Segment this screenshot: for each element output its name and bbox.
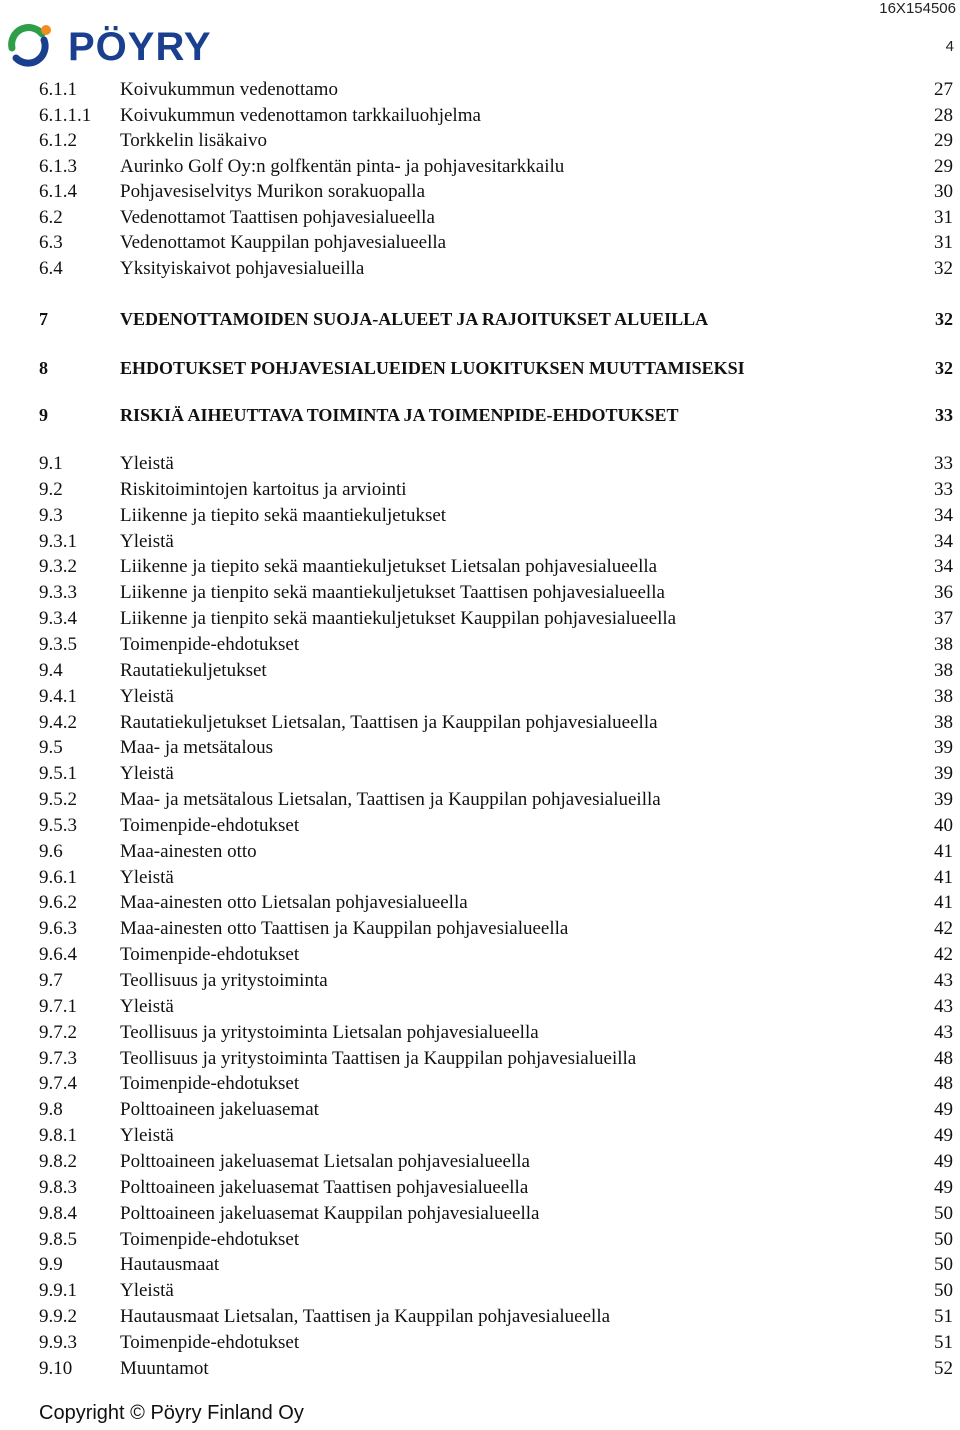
toc-entry-number: 9.9.2 (39, 1306, 77, 1328)
toc-entry-page: 50 (934, 1202, 953, 1224)
toc-entry-page: 49 (934, 1099, 953, 1121)
toc-entry[interactable] (0, 1149, 960, 1175)
toc-entry-page: 43 (934, 995, 953, 1017)
toc-entry-title: Toimenpide-ehdotukset (120, 633, 300, 655)
logo-wordmark: PÖYRY (68, 25, 212, 68)
toc-entry[interactable] (0, 402, 960, 428)
toc-entry[interactable] (0, 1330, 960, 1356)
toc-entry-page: 52 (934, 1357, 953, 1379)
toc-entry-number: 9.5.1 (39, 763, 77, 785)
toc-entry[interactable] (0, 103, 960, 129)
toc-entry-page: 37 (934, 608, 953, 630)
toc-entry-page: 39 (934, 763, 953, 785)
toc-entry-title: Liikenne ja tienpito sekä maantiekuljetukset Kauppilan pohjavesialueella (120, 608, 677, 630)
toc-entry-title: Koivukummun vedenottamon tarkkailuohjelma (120, 104, 481, 126)
toc-entry-page: 42 (934, 918, 953, 940)
toc-entry[interactable] (0, 205, 960, 231)
toc-entry-title: Toimenpide-ehdotukset (120, 1228, 300, 1250)
toc-entry-page: 29 (934, 155, 953, 177)
toc-entry-title: Toimenpide-ehdotukset (120, 814, 300, 836)
toc-entry-number: 9.5.3 (39, 814, 77, 836)
toc-entry[interactable] (0, 1252, 960, 1278)
document-id: 16X154506 (879, 0, 956, 17)
toc-entry-title: Liikenne ja tiepito sekä maantiekuljetukset Lietsalan pohjavesialueella (120, 556, 658, 578)
toc-entry[interactable] (0, 1356, 960, 1382)
toc-entry-title: Pohjavesiselvitys Murikon sorakuopalla (120, 181, 426, 202)
toc-entry[interactable] (0, 1071, 960, 1097)
toc-entry[interactable] (0, 451, 960, 477)
copyright-footer: Copyright © Pöyry Finland Oy (39, 1402, 304, 1424)
toc-entry-page: 42 (934, 944, 953, 966)
toc-entry[interactable] (0, 1020, 960, 1046)
toc-entry-number: 9.6.1 (39, 866, 77, 888)
toc-entry-number: 9.7.4 (39, 1073, 77, 1095)
toc-entry-title: Yleistä (120, 453, 174, 474)
toc-entry-number: 9.10 (39, 1357, 73, 1379)
toc-entry-title: Vedenottamot Taattisen pohjavesialueella (120, 206, 435, 228)
toc-entry-page: 49 (934, 1176, 953, 1198)
toc-entry-number: 9.5.2 (39, 789, 77, 811)
toc-entry-title: Maa-ainesten otto Lietsalan pohjavesialueella (120, 892, 468, 914)
toc-entry[interactable] (0, 994, 960, 1020)
toc-entry-number: 6.2 (39, 206, 63, 228)
toc-entry-number: 9.3.2 (39, 556, 77, 578)
toc-entry-number: 9.8.2 (39, 1150, 77, 1172)
toc-entry-number: 9.4 (39, 659, 63, 681)
toc-entry-page: 40 (934, 814, 953, 836)
toc-entry-page: 33 (935, 405, 953, 425)
toc-entry-page: 28 (934, 104, 953, 126)
toc-entry[interactable] (0, 735, 960, 761)
toc-entry-page: 51 (934, 1331, 953, 1353)
toc-entry[interactable] (0, 839, 960, 865)
toc-entry[interactable] (0, 916, 960, 942)
toc-entry-title: Aurinko Golf Oy:n golfkentän pinta- ja pohjavesitarkkailu (120, 155, 565, 177)
toc-entry-page: 29 (934, 130, 953, 151)
toc-entry-title: Polttoaineen jakeluasemat Kauppilan pohjavesialueella (120, 1202, 540, 1224)
toc-entry-number: 9.9 (39, 1254, 63, 1276)
toc-entry-page: 32 (935, 358, 953, 378)
toc-entry-page: 48 (934, 1073, 953, 1095)
toc-entry[interactable] (0, 1175, 960, 1201)
toc-entry-page: 39 (934, 737, 953, 759)
toc-entry[interactable] (0, 1278, 960, 1304)
toc-entry-title: Polttoaineen jakeluasemat Lietsalan pohjavesialueella (120, 1150, 530, 1172)
toc-entry[interactable] (0, 503, 960, 529)
toc-entry-page: 27 (934, 79, 953, 100)
toc-entry-page: 34 (934, 504, 953, 526)
toc-entry-number: 9.3.4 (39, 608, 77, 630)
toc-entry-number: 8 (39, 358, 48, 378)
toc-entry-number: 9.3.1 (39, 530, 77, 552)
toc-entry-page: 38 (934, 685, 953, 707)
toc-entry-title: Yleistä (120, 1280, 174, 1302)
toc-entry-number: 9.8.1 (39, 1125, 77, 1147)
toc-entry[interactable] (0, 306, 960, 332)
toc-entry-title: Teollisuus ja yritystoiminta (120, 970, 328, 991)
toc-entry[interactable] (0, 554, 960, 580)
toc-entry-number: 6.4 (39, 257, 63, 279)
toc-entry[interactable] (0, 865, 960, 891)
toc-entry-number: 9.7.2 (39, 1021, 77, 1043)
toc-entry-number: 9.7.1 (39, 995, 77, 1017)
toc-entry-title: Yleistä (120, 1125, 174, 1147)
toc-entry-title: Toimenpide-ehdotukset (120, 1073, 300, 1095)
toc-entry-title: Riskitoimintojen kartoitus ja arviointi (120, 478, 407, 500)
toc-entry[interactable] (0, 154, 960, 180)
toc-entry[interactable] (0, 787, 960, 813)
toc-entry[interactable] (0, 658, 960, 684)
toc-entry-page: 38 (934, 711, 953, 733)
toc-entry-number: 6.1.2 (39, 130, 77, 151)
toc-entry-number: 7 (39, 309, 48, 329)
toc-entry-page: 38 (934, 633, 953, 655)
toc-entry-number: 9.3.5 (39, 633, 77, 655)
toc-entry-title: Teollisuus ja yritystoiminta Lietsalan pohjavesialueella (120, 1021, 539, 1043)
toc-entry-number: 9 (39, 405, 48, 425)
toc-entry-title: Koivukummun vedenottamo (120, 79, 338, 100)
toc-entry-page: 43 (934, 1021, 953, 1043)
toc-entry-page: 50 (934, 1254, 953, 1276)
toc-entry[interactable] (0, 355, 960, 381)
toc-entry-title: Yleistä (120, 763, 174, 785)
toc-entry[interactable] (0, 128, 960, 154)
toc-entry-number: 9.8.4 (39, 1202, 77, 1224)
toc-entry-number: 9.3 (39, 504, 63, 526)
toc-entry[interactable] (0, 230, 960, 256)
toc-entry-page: 49 (934, 1125, 953, 1147)
toc-entry[interactable] (0, 529, 960, 555)
toc-entry-page: 50 (934, 1228, 953, 1250)
toc-entry-title: Yksityiskaivot pohjavesialueilla (120, 257, 365, 279)
toc-entry[interactable] (0, 477, 960, 503)
toc-entry-page: 48 (934, 1047, 953, 1069)
toc-entry[interactable] (0, 179, 960, 205)
toc-entry-title: Maa- ja metsätalous Lietsalan, Taattisen ja Kauppilan pohjavesialueilla (120, 789, 661, 811)
toc-entry-title: Teollisuus ja yritystoiminta Taattisen ja Kauppilan pohjavesialueilla (120, 1047, 637, 1069)
toc-entry-number: 6.1.4 (39, 181, 77, 202)
toc-entry[interactable] (0, 710, 960, 736)
toc-entry-number: 9.6.2 (39, 892, 77, 914)
toc-entry-page: 30 (934, 181, 953, 202)
toc-entry-page: 41 (934, 892, 953, 914)
toc-entry[interactable] (0, 761, 960, 787)
toc-entry-title: Rautatiekuljetukset Lietsalan, Taattisen ja Kauppilan pohjavesialueella (120, 711, 658, 733)
toc-entry[interactable] (0, 1046, 960, 1072)
toc-entry-title: RISKIÄ AIHEUTTAVA TOIMINTA JA TOIMENPIDE-EHDOTUKSET (120, 405, 679, 425)
toc-entry[interactable] (0, 684, 960, 710)
toc-entry-title: Rautatiekuljetukset (120, 659, 267, 681)
toc-entry-title: EHDOTUKSET POHJAVESIALUEIDEN LUOKITUKSEN MUUTTAMISEKSI (120, 358, 745, 378)
toc-entry-title: Yleistä (120, 530, 174, 552)
toc-entry-title: Hautausmaat (120, 1254, 220, 1276)
toc-entry[interactable] (0, 890, 960, 916)
toc-entry-title: Maa- ja metsätalous (120, 737, 274, 759)
toc-entry-title: Toimenpide-ehdotukset (120, 944, 300, 966)
toc-entry-number: 9.9.1 (39, 1280, 77, 1302)
toc-entry-page: 41 (934, 840, 953, 862)
toc-entry-page: 32 (935, 309, 953, 329)
toc-entry-title: Hautausmaat Lietsalan, Taattisen ja Kauppilan pohjavesialueella (120, 1306, 611, 1328)
toc-entry-number: 9.2 (39, 478, 63, 500)
toc-entry-title: Maa-ainesten otto (120, 840, 257, 862)
toc-entry-title: Torkkelin lisäkaivo (120, 130, 267, 151)
toc-entry[interactable] (0, 606, 960, 632)
toc-entry-number: 6.1.1.1 (39, 104, 92, 126)
toc-entry[interactable] (0, 632, 960, 658)
toc-entry[interactable] (0, 942, 960, 968)
toc-entry-title: Toimenpide-ehdotukset (120, 1331, 300, 1353)
toc-entry-page: 31 (934, 206, 953, 228)
toc-entry-title: Maa-ainesten otto Taattisen ja Kauppilan pohjavesialueella (120, 918, 569, 940)
toc-entry-page: 43 (934, 970, 953, 991)
toc-entry-page: 32 (934, 257, 953, 279)
toc-entry-title: Polttoaineen jakeluasemat (120, 1099, 319, 1121)
toc-entry-page: 41 (934, 866, 953, 888)
toc-entry-number: 9.6.4 (39, 944, 77, 966)
toc-entry-number: 9.3.3 (39, 582, 77, 604)
toc-entry-page: 38 (934, 659, 953, 681)
toc-entry-page: 36 (934, 582, 953, 604)
toc-entry-number: 9.6 (39, 840, 63, 862)
toc-entry-title: Polttoaineen jakeluasemat Taattisen pohjavesialueella (120, 1176, 529, 1198)
toc-entry-number: 6.1.1 (39, 79, 77, 100)
toc-entry-number: 9.4.2 (39, 711, 77, 733)
toc-entry-number: 9.5 (39, 737, 63, 759)
toc-entry[interactable] (0, 813, 960, 839)
toc-entry-number: 6.3 (39, 232, 63, 253)
toc-entry-number: 9.4.1 (39, 685, 77, 707)
toc-entry[interactable] (0, 1304, 960, 1330)
toc-entry[interactable] (0, 1097, 960, 1123)
toc-entry-page: 34 (934, 556, 953, 578)
toc-entry-title: Muuntamot (120, 1357, 209, 1379)
toc-entry-title: Vedenottamot Kauppilan pohjavesialueella (120, 232, 447, 253)
toc-entry-page: 51 (934, 1306, 953, 1328)
toc-entry[interactable] (0, 77, 960, 103)
toc-entry-page: 33 (934, 453, 953, 474)
toc-entry-page: 39 (934, 789, 953, 811)
logo-emblem-icon (12, 25, 51, 63)
toc-entry[interactable] (0, 1123, 960, 1149)
toc-entry-number: 9.7 (39, 970, 63, 991)
toc-entry-title: Yleistä (120, 866, 174, 888)
poyry-logo (6, 18, 256, 68)
toc-entry-number: 9.9.3 (39, 1331, 77, 1353)
toc-entry-number: 9.8 (39, 1099, 63, 1121)
toc-entry[interactable] (0, 1201, 960, 1227)
toc-entry-number: 9.7.3 (39, 1047, 77, 1069)
toc-entry-number: 6.1.3 (39, 155, 77, 177)
toc-entry-page: 49 (934, 1150, 953, 1172)
toc-entry[interactable] (0, 968, 960, 994)
toc-entry-title: Yleistä (120, 995, 174, 1017)
toc-entry-page: 33 (934, 478, 953, 500)
toc-entry-title: Liikenne ja tienpito sekä maantiekuljetukset Taattisen pohjavesialueella (120, 582, 665, 604)
toc-entry-number: 9.1 (39, 453, 63, 474)
toc-entry-number: 9.6.3 (39, 918, 77, 940)
toc-entry-number: 9.8.3 (39, 1176, 77, 1198)
toc-entry-title: Liikenne ja tiepito sekä maantiekuljetukset (120, 504, 447, 526)
toc-entry-page: 50 (934, 1280, 953, 1302)
toc-entry[interactable] (0, 256, 960, 282)
toc-entry[interactable] (0, 1227, 960, 1253)
toc-entry-number: 9.8.5 (39, 1228, 77, 1250)
toc-entry[interactable] (0, 580, 960, 606)
toc-entry-title: VEDENOTTAMOIDEN SUOJA-ALUEET JA RAJOITUKSET ALUEILLA (120, 309, 709, 329)
toc-entry-page: 34 (934, 530, 953, 552)
toc-entry-title: Yleistä (120, 685, 174, 707)
toc-entry-page: 31 (934, 232, 953, 253)
page-number: 4 (945, 38, 954, 55)
